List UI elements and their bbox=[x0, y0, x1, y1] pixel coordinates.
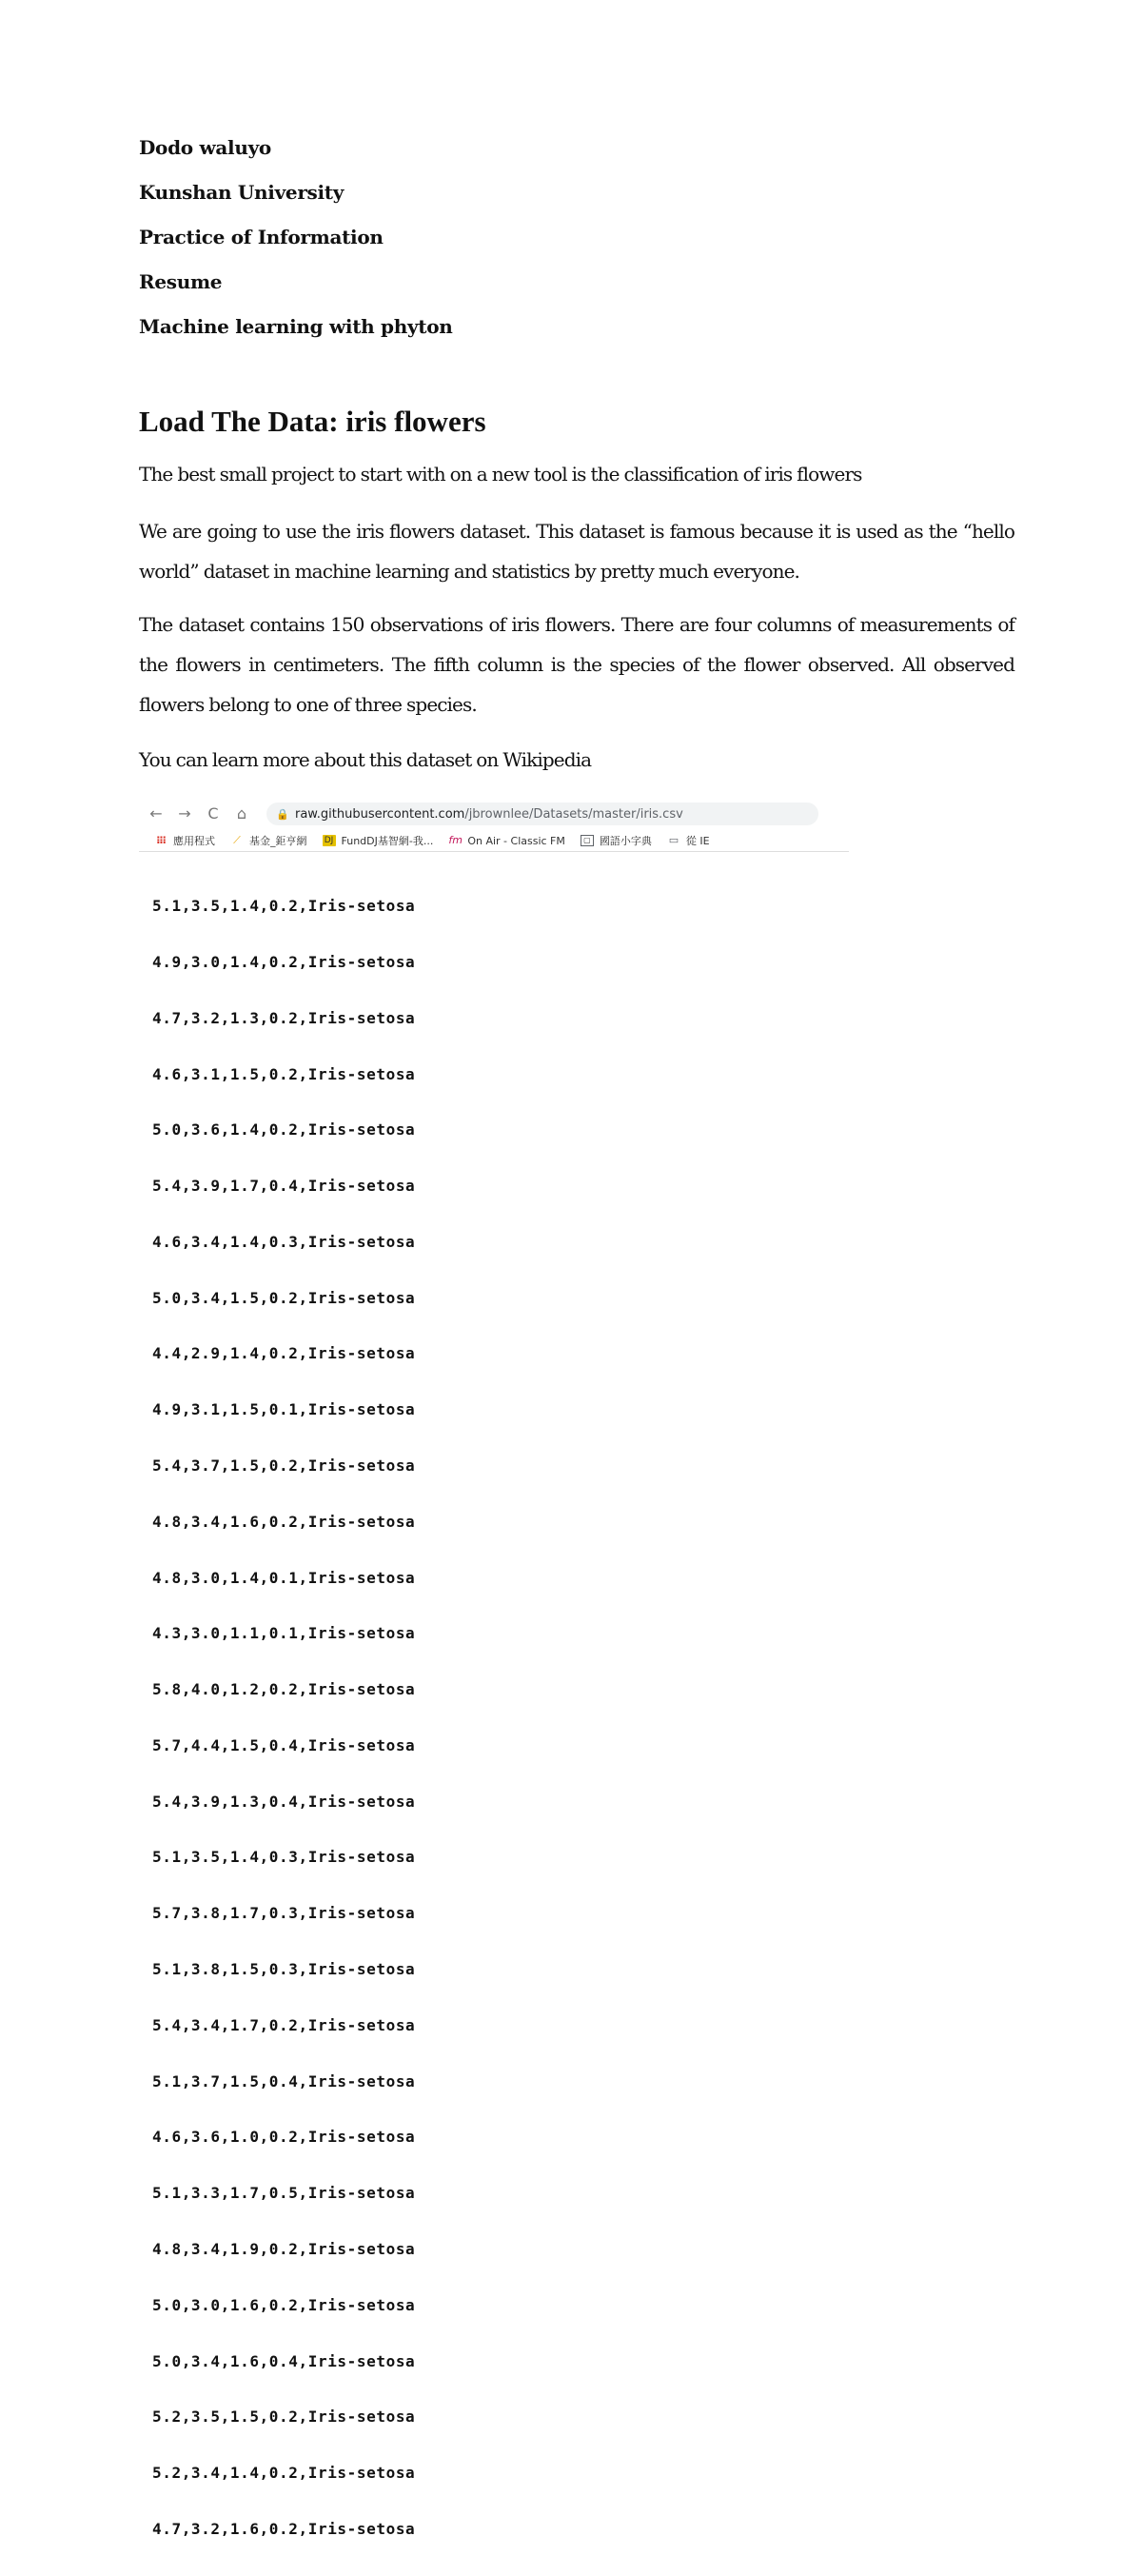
csv-row: 4.7,3.2,1.6,0.2,Iris-setosa bbox=[152, 2519, 416, 2538]
csv-row: 4.4,2.9,1.4,0.2,Iris-setosa bbox=[152, 1344, 416, 1363]
reload-icon[interactable]: C bbox=[207, 804, 219, 822]
paragraph-dataset-fame: We are going to use the iris flowers dataset. This dataset is famous because it is used as the “hello world” dataset in machine learning and statistics by pretty much everyone. bbox=[139, 520, 1014, 583]
bookmark-label: 從 IE bbox=[685, 835, 710, 847]
csv-content bbox=[152, 860, 415, 2576]
document-type: Resume bbox=[139, 270, 223, 293]
url-host: raw.githubusercontent.com bbox=[295, 806, 465, 822]
paragraph-dataset-contents: The dataset contains 150 observations of iris flowers. There are four columns of measurements of the flowers in centimeters. The fifth column is the species of the flower observed. All observed flowers belong to one of three species. bbox=[139, 613, 1014, 716]
bookmark-label: 基金_鉅亨網 bbox=[249, 835, 307, 847]
course-name: Practice of Information bbox=[139, 226, 384, 248]
csv-row: 5.0,3.0,1.6,0.2,Iris-setosa bbox=[152, 2295, 416, 2314]
csv-row: 5.7,3.8,1.7,0.3,Iris-setosa bbox=[152, 1904, 416, 1923]
csv-row: 4.7,3.2,1.3,0.2,Iris-setosa bbox=[152, 1008, 416, 1027]
funddj-logo-icon: DJ bbox=[323, 835, 336, 846]
bookmark-apps[interactable] bbox=[154, 833, 215, 848]
csv-row: 5.1,3.5,1.4,0.3,Iris-setosa bbox=[152, 1848, 416, 1867]
csv-row: 5.1,3.3,1.7,0.5,Iris-setosa bbox=[152, 2184, 416, 2203]
browser-toolbar bbox=[139, 800, 849, 828]
university-name: Kunshan University bbox=[139, 181, 345, 204]
home-icon[interactable]: ⌂ bbox=[236, 804, 247, 822]
bookmark-label: 國語小字典 bbox=[599, 835, 652, 847]
paragraph-wikipedia: You can learn more about this dataset on Wikipedia bbox=[139, 748, 592, 771]
csv-row: 5.8,4.0,1.2,0.2,Iris-setosa bbox=[152, 1680, 416, 1699]
csv-row: 4.8,3.4,1.6,0.2,Iris-setosa bbox=[152, 1512, 416, 1531]
bookmark-classic-fm[interactable] bbox=[448, 835, 565, 847]
csv-row: 5.1,3.5,1.4,0.2,Iris-setosa bbox=[152, 897, 416, 916]
bookmark-label: 應用程式 bbox=[173, 835, 215, 847]
csv-row: 4.9,3.0,1.4,0.2,Iris-setosa bbox=[152, 952, 416, 971]
classic-fm-logo-icon: fm bbox=[448, 834, 463, 846]
document-topic: Machine learning with phyton bbox=[139, 315, 453, 338]
csv-row: 5.1,3.7,1.5,0.4,Iris-setosa bbox=[152, 2071, 416, 2091]
csv-row: 5.4,3.7,1.5,0.2,Iris-setosa bbox=[152, 1456, 416, 1475]
bookmark-label: FundDJ基智網-我... bbox=[341, 835, 434, 847]
csv-row: 4.8,3.4,1.9,0.2,Iris-setosa bbox=[152, 2239, 416, 2258]
csv-row: 5.0,3.6,1.4,0.2,Iris-setosa bbox=[152, 1120, 416, 1139]
bookmark-dictionary[interactable] bbox=[581, 833, 652, 848]
browser-screenshot bbox=[139, 800, 849, 2538]
csv-row: 5.0,3.4,1.6,0.4,Iris-setosa bbox=[152, 2351, 416, 2370]
csv-row: 5.4,3.4,1.7,0.2,Iris-setosa bbox=[152, 2015, 416, 2034]
bookmarks-bar bbox=[139, 830, 849, 852]
author-header bbox=[139, 136, 805, 360]
url-path: /jbrownlee/Datasets/master/iris.csv bbox=[464, 806, 683, 822]
csv-row: 5.4,3.9,1.7,0.4,Iris-setosa bbox=[152, 1177, 416, 1196]
paragraph-intro: The best small project to start with on a new tool is the classification of iris flowers bbox=[139, 463, 862, 485]
lock-icon: 🔒 bbox=[276, 807, 289, 821]
csv-row: 5.2,3.5,1.5,0.2,Iris-setosa bbox=[152, 2408, 416, 2427]
bookmark-funddj[interactable] bbox=[323, 833, 434, 848]
csv-row: 5.0,3.4,1.5,0.2,Iris-setosa bbox=[152, 1288, 416, 1307]
author-name: Dodo waluyo bbox=[139, 136, 271, 159]
csv-row: 4.6,3.1,1.5,0.2,Iris-setosa bbox=[152, 1064, 416, 1083]
bookmark-folder-ie[interactable] bbox=[667, 833, 710, 848]
csv-row: 4.8,3.0,1.4,0.1,Iris-setosa bbox=[152, 1568, 416, 1587]
bookmark-fund[interactable] bbox=[230, 833, 307, 848]
csv-row: 4.6,3.6,1.0,0.2,Iris-setosa bbox=[152, 2128, 416, 2147]
csv-row: 4.6,3.4,1.4,0.3,Iris-setosa bbox=[152, 1232, 416, 1251]
csv-row: 5.4,3.9,1.3,0.4,Iris-setosa bbox=[152, 1792, 416, 1811]
back-arrow-icon[interactable]: ← bbox=[149, 804, 163, 822]
address-bar[interactable] bbox=[266, 803, 818, 825]
csv-row: 5.1,3.8,1.5,0.3,Iris-setosa bbox=[152, 1960, 416, 1979]
fund-logo-icon: ⟋ bbox=[233, 834, 241, 846]
section-title: Load The Data: iris flowers bbox=[139, 405, 486, 438]
bookmark-label: On Air - Classic FM bbox=[467, 834, 565, 847]
folder-icon: ▭ bbox=[668, 834, 679, 846]
csv-row: 4.3,3.0,1.1,0.1,Iris-setosa bbox=[152, 1624, 416, 1643]
csv-row: 5.2,3.4,1.4,0.2,Iris-setosa bbox=[152, 2464, 416, 2483]
forward-arrow-icon[interactable]: → bbox=[178, 804, 191, 822]
dictionary-icon: ▢ bbox=[581, 835, 594, 846]
csv-row: 5.7,4.4,1.5,0.4,Iris-setosa bbox=[152, 1735, 416, 1754]
csv-row: 4.9,3.1,1.5,0.1,Iris-setosa bbox=[152, 1400, 416, 1419]
apps-grid-icon: ⁝⁝⁝ bbox=[156, 834, 166, 846]
